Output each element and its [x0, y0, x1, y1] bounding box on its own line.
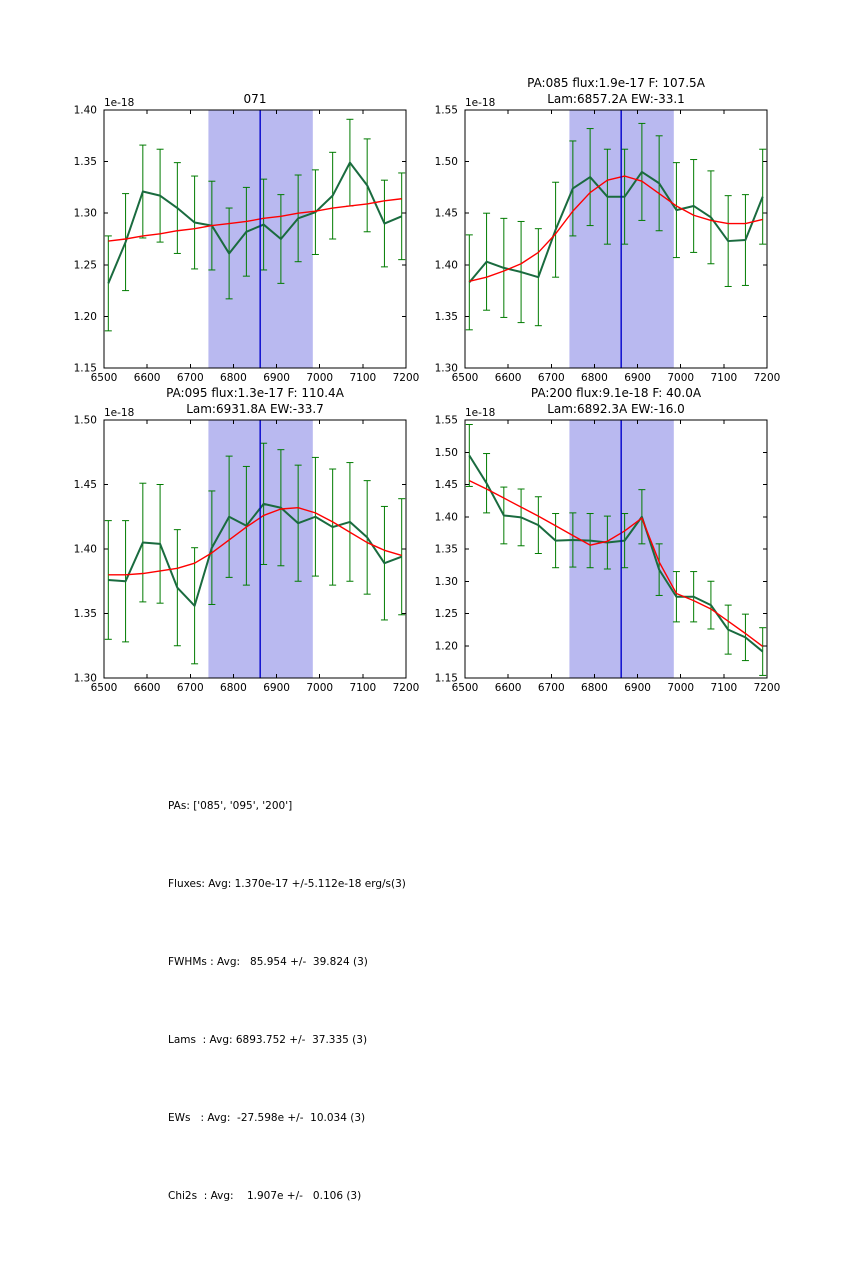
- x-tick-label: 7100: [710, 682, 738, 694]
- y-tick-label: 1.45: [434, 207, 458, 220]
- subplot-title: PA:085 flux:1.9e-17 F: 107.5A: [527, 76, 705, 90]
- stats-line-ews: EWs : Avg: -27.598e +/- 10.034 (3): [168, 1112, 366, 1124]
- subplot-title: 071: [243, 92, 267, 106]
- y-tick-label: 1.40: [434, 259, 458, 272]
- y-tick-label: 1.40: [434, 511, 458, 524]
- y-axis-offset-label: 1e-18: [104, 97, 135, 109]
- subplot-title: Lam:6931.8A EW:-33.7: [186, 402, 324, 416]
- y-tick-label: 1.45: [73, 479, 97, 491]
- y-axis-offset-label: 1e-18: [465, 97, 496, 109]
- y-tick-label: 1.25: [434, 608, 458, 620]
- y-tick-label: 1.50: [73, 414, 97, 427]
- x-tick-label: 7100: [349, 372, 377, 384]
- x-tick-label: 6800: [220, 682, 247, 694]
- x-tick-label: 6600: [133, 372, 161, 384]
- y-tick-label: 1.40: [73, 543, 97, 556]
- y-axis-offset-label: 1e-18: [104, 407, 135, 419]
- x-tick-label: 6900: [263, 372, 290, 384]
- y-tick-label: 1.40: [73, 104, 97, 117]
- x-tick-label: 7000: [306, 372, 334, 384]
- y-tick-label: 1.55: [434, 414, 458, 427]
- x-tick-label: 6800: [581, 682, 608, 694]
- x-tick-label: 6500: [451, 372, 479, 384]
- x-tick-label: 6600: [494, 682, 522, 694]
- y-tick-label: 1.15: [73, 362, 97, 375]
- x-tick-label: 6800: [220, 372, 247, 384]
- x-tick-label: 6900: [263, 682, 290, 694]
- x-tick-label: 7000: [306, 682, 334, 694]
- stats-line-fwhms: FWHMs : Avg: 85.954 +/- 39.824 (3): [168, 956, 368, 968]
- y-tick-label: 1.35: [434, 310, 458, 323]
- y-tick-label: 1.35: [434, 543, 458, 556]
- y-tick-label: 1.25: [73, 259, 97, 272]
- x-tick-label: 6900: [624, 682, 651, 694]
- y-tick-label: 1.45: [434, 479, 458, 491]
- y-tick-label: 1.50: [434, 156, 458, 169]
- subplot-title: Lam:6892.3A EW:-16.0: [547, 402, 685, 416]
- stats-line-lams: Lams : Avg: 6893.752 +/- 37.335 (3): [168, 1034, 368, 1046]
- y-tick-label: 1.15: [434, 672, 458, 685]
- x-tick-label: 7200: [392, 372, 420, 384]
- y-tick-label: 1.20: [434, 640, 458, 653]
- subplot-title: Lam:6857.2A EW:-33.1: [547, 92, 685, 106]
- y-tick-label: 1.55: [434, 104, 458, 117]
- stats-block: [168, 741, 406, 1261]
- x-tick-label: 7100: [710, 372, 738, 384]
- y-tick-label: 1.35: [73, 156, 97, 169]
- x-tick-label: 6500: [90, 372, 118, 384]
- x-tick-label: 6500: [451, 682, 479, 694]
- y-tick-label: 1.35: [73, 608, 97, 620]
- subplot-title: PA:095 flux:1.3e-17 F: 110.4A: [166, 386, 344, 400]
- x-tick-label: 6600: [133, 682, 161, 694]
- y-axis-offset-label: 1e-18: [465, 407, 496, 419]
- y-tick-label: 1.20: [73, 310, 97, 323]
- x-tick-label: 7200: [753, 372, 781, 384]
- x-tick-label: 6700: [537, 682, 565, 694]
- stats-line-fluxes: Fluxes: Avg: 1.370e-17 +/-5.112e-18 erg/s(3): [168, 878, 406, 890]
- x-tick-label: 7100: [349, 682, 377, 694]
- stats-line-chi2s: Chi2s : Avg: 1.907e +/- 0.106 (3): [168, 1190, 362, 1202]
- x-tick-label: 6700: [537, 372, 565, 384]
- x-tick-label: 6800: [581, 372, 608, 384]
- x-tick-label: 7200: [753, 682, 781, 694]
- y-tick-label: 1.30: [434, 362, 458, 375]
- x-tick-label: 7000: [667, 372, 695, 384]
- x-tick-label: 6600: [494, 372, 522, 384]
- y-tick-label: 1.50: [434, 446, 458, 459]
- x-tick-label: 6700: [176, 682, 204, 694]
- x-tick-label: 7200: [392, 682, 420, 694]
- x-tick-label: 6500: [90, 682, 118, 694]
- x-tick-label: 7000: [667, 682, 695, 694]
- y-tick-label: 1.30: [73, 672, 97, 685]
- y-tick-label: 1.30: [434, 575, 458, 588]
- x-tick-label: 6700: [176, 372, 204, 384]
- y-tick-label: 1.30: [73, 207, 97, 220]
- x-tick-label: 6900: [624, 372, 651, 384]
- subplot-title: PA:200 flux:9.1e-18 F: 40.0A: [530, 386, 702, 400]
- stats-line-pas: PAs: ['085', '095', '200']: [168, 800, 293, 812]
